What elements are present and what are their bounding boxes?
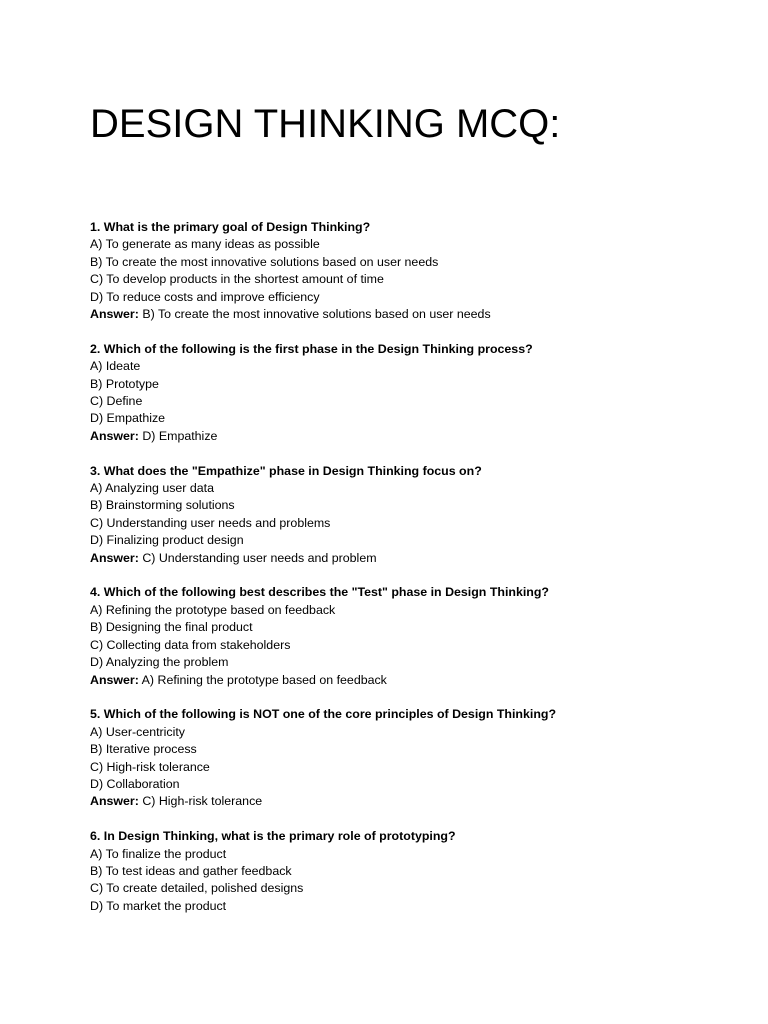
question-block <box>90 219 730 323</box>
question-block <box>90 706 730 810</box>
correct-answer <box>90 793 730 810</box>
answer-value: A) Refining the prototype based on feedback <box>141 672 387 687</box>
answer-option: C) Collecting data from stakeholders <box>90 637 291 652</box>
question-block <box>90 341 730 445</box>
answer-label: Answer: <box>90 672 139 687</box>
question-text: 4. Which of the following best describes the "Test" phase in Design Thinking? <box>90 585 550 600</box>
answer-option: B) Prototype <box>90 376 159 391</box>
answer-label: Answer: <box>90 428 139 443</box>
correct-answer <box>90 306 730 323</box>
question-text: 6. In Design Thinking, what is the primary role of prototyping? <box>90 829 456 844</box>
answer-option: B) Iterative process <box>90 742 197 757</box>
answer-option: B) Brainstorming solutions <box>90 498 235 513</box>
answer-option: A) Ideate <box>90 359 141 374</box>
answer-option: C) To create detailed, polished designs <box>90 881 304 896</box>
question-text: 1. What is the primary goal of Design Thinking? <box>90 220 371 234</box>
question-block <box>90 828 730 915</box>
answer-option: D) Empathize <box>90 411 166 426</box>
question-block <box>90 463 730 567</box>
question-text: 3. What does the "Empathize" phase in Design Thinking focus on? <box>90 463 482 478</box>
question-text: 2. Which of the following is the first phase in the Design Thinking process? <box>90 341 533 356</box>
answer-option: D) Analyzing the problem <box>90 655 229 670</box>
answer-option: A) To finalize the product <box>90 846 227 861</box>
answer-label: Answer: <box>90 794 139 809</box>
answer-label: Answer: <box>90 550 139 565</box>
answer-option: A) To generate as many ideas as possible <box>90 237 320 252</box>
answer-option: B) To test ideas and gather feedback <box>90 863 292 878</box>
answer-option: C) Define <box>90 394 143 409</box>
answer-option: D) To reduce costs and improve efficiency <box>90 289 320 304</box>
answer-value: C) Understanding user needs and problem <box>142 550 377 565</box>
answer-option: B) Designing the final product <box>90 620 253 635</box>
question-list <box>90 219 730 933</box>
answer-option: D) To market the product <box>90 898 227 913</box>
correct-answer <box>90 672 730 689</box>
question-text: 5. Which of the following is NOT one of the core principles of Design Thinking? <box>90 707 557 722</box>
answer-option: A) Analyzing user data <box>90 481 214 496</box>
answer-option: B) To create the most innovative solutions based on user needs <box>90 254 439 269</box>
question-block <box>90 584 730 688</box>
answer-value: C) High-risk tolerance <box>142 794 263 809</box>
answer-option: C) High-risk tolerance <box>90 759 210 774</box>
answer-option: C) To develop products in the shortest amount of time <box>90 272 384 287</box>
answer-option: D) Finalizing product design <box>90 533 244 548</box>
answer-value: D) Empathize <box>142 428 218 443</box>
document-title: DESIGN THINKING MCQ: <box>90 102 561 146</box>
answer-option: A) User-centricity <box>90 724 186 739</box>
correct-answer <box>90 428 730 445</box>
answer-option: D) Collaboration <box>90 776 180 791</box>
answer-option: A) Refining the prototype based on feedback <box>90 602 336 617</box>
correct-answer <box>90 550 730 567</box>
answer-value: B) To create the most innovative solutions based on user needs <box>142 307 491 322</box>
answer-option: C) Understanding user needs and problems <box>90 515 331 530</box>
answer-label: Answer: <box>90 307 139 322</box>
